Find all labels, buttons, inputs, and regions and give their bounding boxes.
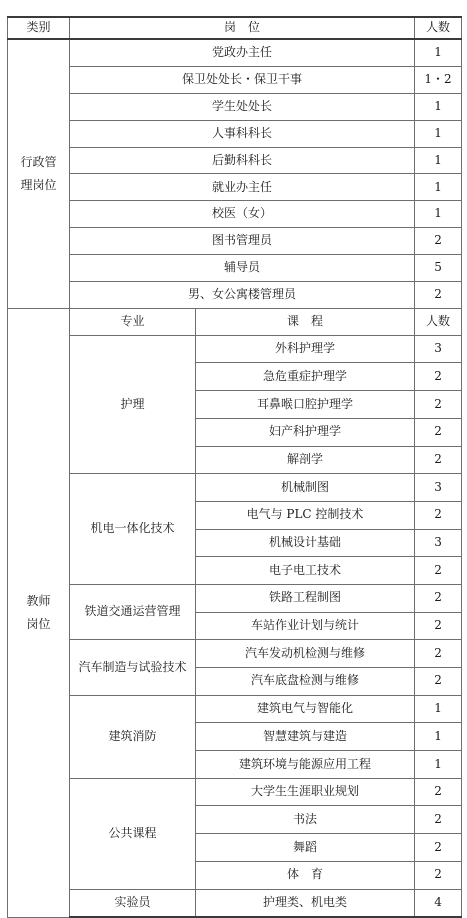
admin-row <box>8 282 462 309</box>
course-count: 2 <box>415 668 462 696</box>
admin-row <box>8 66 462 93</box>
course-name: 车站作业计划与统计 <box>196 612 415 640</box>
course-name: 急危重症护理学 <box>196 363 415 391</box>
admin-position: 就业办主任 <box>70 174 415 201</box>
positions-table <box>7 16 462 918</box>
subheader-major: 专业 <box>70 308 196 335</box>
course-row <box>8 474 462 502</box>
course-count: 3 <box>415 529 462 557</box>
course-name: 舞蹈 <box>196 834 415 862</box>
major-cell: 铁道交通运营管理 <box>70 584 196 639</box>
course-row <box>8 778 462 806</box>
course-count: 1 <box>415 751 462 779</box>
teacher-subheader-row <box>8 308 462 335</box>
course-name: 护理类、机电类 <box>196 889 415 917</box>
major-cell: 机电一体化技术 <box>70 474 196 585</box>
major-cell: 实验员 <box>70 889 196 917</box>
admin-position: 党政办主任 <box>70 39 415 66</box>
course-name: 机械制图 <box>196 474 415 502</box>
admin-position: 后勤科科长 <box>70 147 415 174</box>
major-cell: 建筑消防 <box>70 695 196 778</box>
admin-row <box>8 255 462 282</box>
course-name: 书法 <box>196 806 415 834</box>
admin-count: 1 <box>415 201 462 228</box>
course-count: 2 <box>415 446 462 474</box>
course-name: 解剖学 <box>196 446 415 474</box>
subheader-count: 人数 <box>415 308 462 335</box>
course-row <box>8 695 462 723</box>
course-row <box>8 889 462 917</box>
course-name: 大学生生涯职业规划 <box>196 778 415 806</box>
course-count: 2 <box>415 861 462 889</box>
course-count: 2 <box>415 778 462 806</box>
major-cell: 公共课程 <box>70 778 196 889</box>
admin-category-label-line2: 理岗位 <box>20 177 57 192</box>
course-row <box>8 640 462 668</box>
teacher-category-label-line1: 教师 <box>26 594 51 609</box>
course-count: 2 <box>415 557 462 585</box>
admin-category-label <box>8 39 70 308</box>
course-name: 建筑电气与智能化 <box>196 695 415 723</box>
admin-row <box>8 174 462 201</box>
course-name: 电子电工技术 <box>196 557 415 585</box>
admin-row <box>8 93 462 120</box>
admin-count: 5 <box>415 255 462 282</box>
course-count: 2 <box>415 806 462 834</box>
header-count: 人数 <box>415 17 462 39</box>
course-name: 妇产科护理学 <box>196 418 415 446</box>
course-name: 耳鼻喉口腔护理学 <box>196 391 415 419</box>
course-count: 2 <box>415 363 462 391</box>
admin-count: 1 <box>415 93 462 120</box>
admin-position: 人事科科长 <box>70 120 415 147</box>
course-name: 体 育 <box>196 861 415 889</box>
major-cell: 汽车制造与试验技术 <box>70 640 196 695</box>
course-name: 汽车底盘检测与维修 <box>196 668 415 696</box>
course-count: 2 <box>415 418 462 446</box>
admin-count: 2 <box>415 228 462 255</box>
admin-count: 1・2 <box>415 66 462 93</box>
course-count: 3 <box>415 335 462 363</box>
admin-count: 1 <box>415 39 462 66</box>
admin-position: 男、女公寓楼管理员 <box>70 282 415 309</box>
course-count: 2 <box>415 584 462 612</box>
admin-row <box>8 120 462 147</box>
subheader-course: 课 程 <box>196 308 415 335</box>
course-name: 智慧建筑与建造 <box>196 723 415 751</box>
admin-row <box>8 147 462 174</box>
course-count: 2 <box>415 612 462 640</box>
course-count: 1 <box>415 695 462 723</box>
course-name: 机械设计基础 <box>196 529 415 557</box>
course-count: 2 <box>415 640 462 668</box>
course-name: 铁路工程制图 <box>196 584 415 612</box>
course-name: 汽车发动机检测与维修 <box>196 640 415 668</box>
course-count: 4 <box>415 889 462 917</box>
admin-count: 1 <box>415 147 462 174</box>
admin-count: 1 <box>415 174 462 201</box>
course-count: 2 <box>415 834 462 862</box>
table-header-row <box>8 17 462 39</box>
course-name: 电气与 PLC 控制技术 <box>196 501 415 529</box>
header-category: 类别 <box>8 17 70 39</box>
course-row <box>8 335 462 363</box>
admin-position: 校医（女） <box>70 201 415 228</box>
major-cell: 护理 <box>70 335 196 473</box>
admin-position: 图书管理员 <box>70 228 415 255</box>
admin-row <box>8 39 462 66</box>
admin-count: 2 <box>415 282 462 309</box>
course-row <box>8 584 462 612</box>
course-count: 2 <box>415 391 462 419</box>
course-count: 1 <box>415 723 462 751</box>
admin-count: 1 <box>415 120 462 147</box>
course-name: 建筑环境与能源应用工程 <box>196 751 415 779</box>
course-count: 3 <box>415 474 462 502</box>
header-position: 岗 位 <box>70 17 415 39</box>
admin-position: 辅导员 <box>70 255 415 282</box>
course-name: 外科护理学 <box>196 335 415 363</box>
admin-position: 保卫处处长・保卫干事 <box>70 66 415 93</box>
admin-category-label-line1: 行政管 <box>20 155 57 170</box>
teacher-category-label <box>8 308 70 917</box>
course-count: 2 <box>415 501 462 529</box>
admin-position: 学生处处长 <box>70 93 415 120</box>
admin-row <box>8 201 462 228</box>
admin-row <box>8 228 462 255</box>
teacher-category-label-line2: 岗位 <box>26 616 51 631</box>
